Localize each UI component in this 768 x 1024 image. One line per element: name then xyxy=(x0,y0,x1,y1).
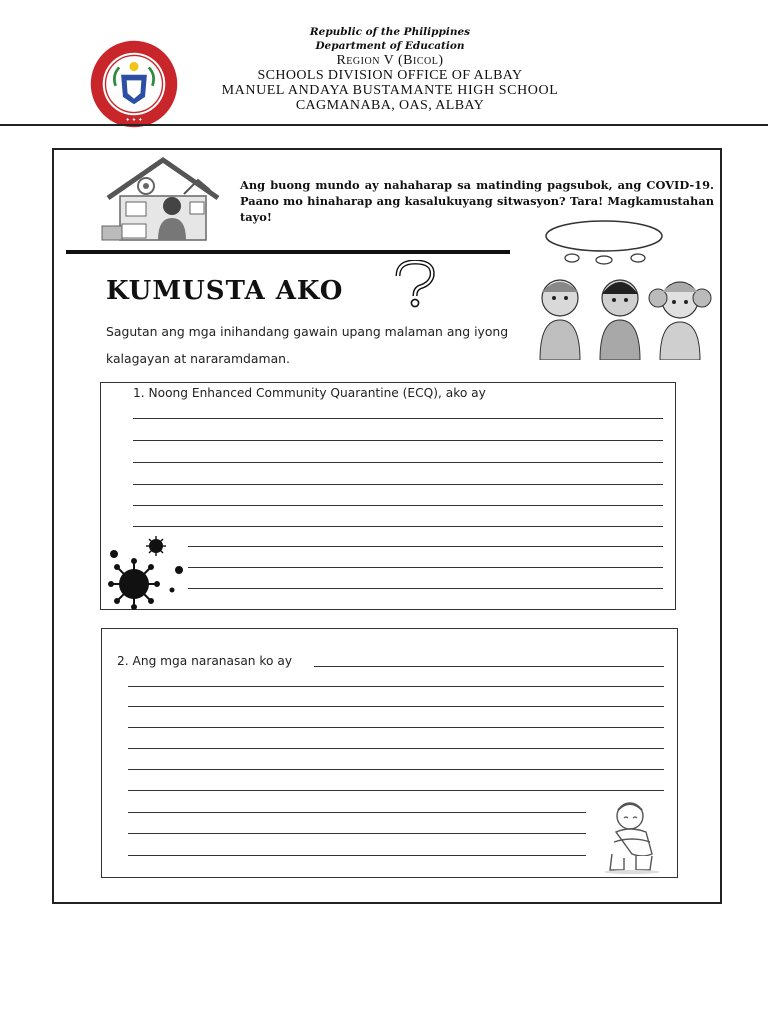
header-address: CAGMANABA, OAS, ALBAY xyxy=(295,98,485,113)
answer-line[interactable] xyxy=(128,727,664,728)
answer-line[interactable] xyxy=(133,484,663,485)
question-mark-icon xyxy=(390,260,440,308)
answer-line[interactable] xyxy=(128,855,586,856)
header-department: Department of Education xyxy=(315,40,465,52)
answer-line[interactable] xyxy=(128,769,664,770)
answer-line[interactable] xyxy=(128,790,664,791)
answer-line[interactable] xyxy=(188,546,663,547)
intro-divider xyxy=(66,250,510,254)
thinking-kids-icon xyxy=(528,268,712,360)
instructions-text: Sagutan ang mga inihandang gawain upang malaman ang iyong kalagayan at nararamdaman. xyxy=(106,324,509,366)
home-learning-icon xyxy=(100,156,226,242)
answer-line[interactable] xyxy=(133,462,663,463)
header-region: Region V (Bicol) xyxy=(336,53,444,68)
school-seal-icon xyxy=(88,38,180,130)
thought-cloud-icon xyxy=(542,218,666,268)
answer-line[interactable] xyxy=(133,505,663,506)
answer-line[interactable] xyxy=(188,588,663,589)
answer-line[interactable] xyxy=(133,440,663,441)
answer-line[interactable] xyxy=(128,706,664,707)
answer-line[interactable] xyxy=(128,812,586,813)
answer-line[interactable] xyxy=(128,833,586,834)
sad-child-icon xyxy=(602,798,666,874)
answer-line[interactable] xyxy=(314,666,664,667)
page-title: KUMUSTA AKO xyxy=(106,276,344,306)
svg-text:✦ ✦ ✦: ✦ ✦ ✦ xyxy=(125,117,143,124)
answer-line[interactable] xyxy=(128,686,664,687)
question-1-label: 1. Noong Enhanced Community Quarantine (ECQ), ako ay xyxy=(133,386,486,400)
answer-line[interactable] xyxy=(133,526,663,527)
header-divider xyxy=(0,124,768,126)
answer-line[interactable] xyxy=(188,567,663,568)
answer-line[interactable] xyxy=(133,418,663,419)
header-republic: Republic of the Philippines xyxy=(309,26,471,38)
question-2-label: 2. Ang mga naranasan ko ay xyxy=(117,654,293,668)
intro-paragraph: Ang buong mundo ay nahaharap sa matinding pagsubok, ang COVID-19. Paano mo hinaharap ang kasalukuyang sitwasyon? Tara! Magkamustahan tayo! xyxy=(240,178,714,224)
header-division: SCHOOLS DIVISION OFFICE OF ALBAY xyxy=(257,68,523,83)
virus-icon xyxy=(102,534,192,610)
answer-line[interactable] xyxy=(128,748,664,749)
header-school: MANUEL ANDAYA BUSTAMANTE HIGH SCHOOL xyxy=(221,83,559,98)
